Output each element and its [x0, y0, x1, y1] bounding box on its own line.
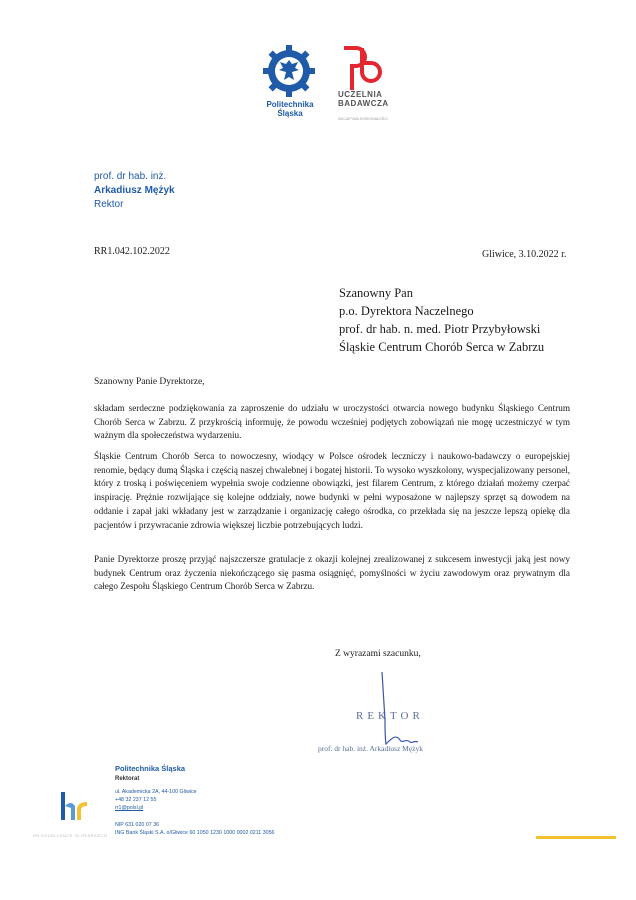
footer-org: Politechnika Śląska [115, 764, 186, 773]
reference-number: RR1.042.102.2022 [94, 246, 170, 257]
body-paragraph: składam serdeczne podziękowania za zaproszenie do udziału w uroczystości otwarcia nowego budynku Śląskiego Centrum Chorób Serca w Zabrzu. Z przykrością informuję, że powodu wcześniej podjętych zobowiązań nie mogę uczestniczyć w tym ważnym dla społeczeństwa wydarzeniu. [94, 403, 570, 441]
recipient-line: Śląskie Centrum Chorób Serca w Zabrzu [339, 340, 545, 354]
stamp-name: prof. dr hab. inż. Arkadiusz Mężyk [318, 744, 423, 753]
sender-name: Arkadiusz Mężyk [94, 185, 175, 196]
handwritten-signature [366, 668, 476, 758]
footer-email[interactable]: rr1@polsl.pl [115, 805, 144, 811]
sender-title: prof. dr hab. inż. [94, 171, 167, 182]
footer-bank: ING Bank Śląski S.A. o/Gliwice 60 1050 1230 1000 0002 0211 3056 [115, 830, 275, 836]
body-paragraph: Śląskie Centrum Chorób Serca to nowoczesny, wiodący w Polsce ośrodek leczniczy i naukowo-badawczy o europejskiej renomie, będący dumą Śląska i częścią naszej chwalebnej i bogatej historii. To wysoko wyszkolony, wyspecjalizowany personel, który z troską i poświęceniem wypełnia swoje codzienne obowiązki, jest filarem Centrum, z którego działań możemy czerpać inspirację. Prężnie rozwijające się kolejne oddziały, nowe budynki w pełni wyposażone w najlepszy sprzęt są dowodem na oddanie i zapał jaki wkładany jest w zarządzanie i organizację całego ośrodka, co przekłada się na jeszcze lepszą opiekę dla pacjentów i przywracanie zdrowia większej liczbie potrzebujących ludzi. [94, 451, 570, 530]
footer-accent-bar [536, 836, 616, 839]
research-sub: INICJATYWA DOSKONAŁOŚCI [338, 117, 388, 121]
footer-phone: +48 32 237 12 55 [115, 797, 157, 803]
research-line1: UCZELNIA [338, 90, 383, 99]
university-name [250, 100, 330, 118]
recipient-line: p.o. Dyrektora Naczelnego [339, 304, 474, 318]
salutation: Szanowny Panie Dyrektorze, [94, 377, 205, 387]
footer-unit: Rektorat [115, 776, 140, 782]
footer-address: ul. Akademicka 2A, 44-100 Gliwice [115, 789, 197, 795]
letter-date: Gliwice, 3.10.2022 r. [482, 249, 567, 260]
recipient-line: prof. dr hab. n. med. Piotr Przybyłowski [339, 322, 541, 336]
recipient-line: Szanowny Pan [339, 286, 413, 300]
university-name-line1: Politechnika [266, 100, 314, 109]
uczelnia-badawcza-mark-icon [336, 44, 386, 94]
sender-role: Rektor [94, 199, 124, 210]
research-university-label [338, 90, 389, 108]
hr-excellence-text: HR EXCELLENCE IN RESEARCH [33, 833, 108, 838]
politechnika-slaska-emblem-icon [262, 44, 316, 98]
research-line2: BADAWCZA [338, 99, 389, 108]
footer-nip: NIP 631 020 07 36 [115, 822, 160, 828]
closing: Z wyrazami szacunku, [335, 649, 421, 659]
body-paragraph: Panie Dyrektorze proszę przyjąć najszczersze gratulacje z okazji kolejnej zrealizowanej z sukcesem inwestycji jaką jest nowy budynek Centrum oraz życzenia niekończącego się pasma osiągnięć, pomyślności w życiu zawodowym oraz prywatnym dla całego Zespołu Śląskiego Centrum Chorób Serca w Zabrzu. [94, 554, 570, 592]
hr-excellence-logo-icon [58, 788, 94, 824]
university-name-line2: Śląska [277, 109, 303, 118]
stamp-title: REKTOR [356, 710, 424, 722]
